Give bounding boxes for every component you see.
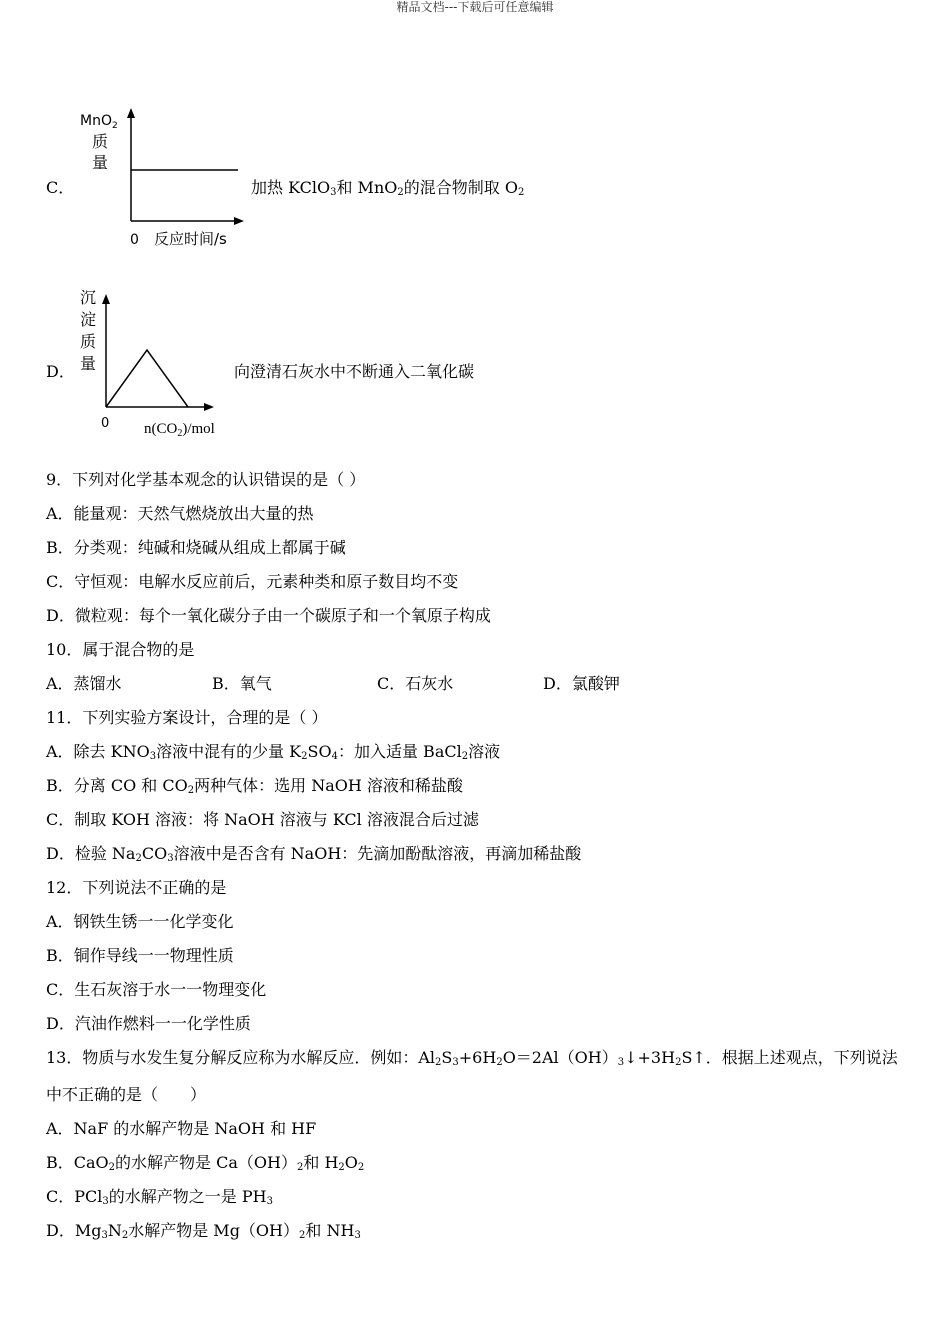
q13-option-b: B．CaO$_2$的水解产物是 $Ca(OH)_2$和 $H_2O_2$ — [46, 1153, 365, 1173]
y-axis-arrow — [127, 108, 135, 118]
q10-option-b: B．氧气 — [212, 674, 272, 693]
q8-option-c-label: C． — [46, 178, 75, 197]
q9-option-a: A．能量观：天然气燃烧放出大量的热 — [46, 504, 314, 523]
mno2-mass-graph — [70, 100, 260, 255]
precipitate-curve — [106, 350, 188, 407]
y-label-3: 质 — [80, 332, 97, 351]
q13-option-a: A．NaF 的水解产物是 NaOH 和 HF — [46, 1119, 317, 1138]
y-label-2: 淀 — [80, 310, 97, 329]
q8-option-d-label: D． — [46, 362, 75, 381]
y-label-1: 沉 — [80, 288, 97, 307]
q13-stem-line2: 中不正确的是（ ） — [46, 1085, 207, 1104]
y-label-mno2: MnO$_2$ — [80, 113, 118, 131]
q8-option-c-desc: 加热 KClO$_3$和 MnO$_2$的混合物制取 $O_2$ — [251, 178, 525, 198]
precipitate-mass-graph — [70, 285, 250, 440]
q11-stem: 11．下列实验方案设计，合理的是（ ） — [46, 708, 328, 727]
q12-option-a: A．钢铁生锈一一化学变化 — [46, 912, 234, 931]
q11-option-c: C．制取 KOH 溶液：将 NaOH 溶液与 KCl 溶液混合后过滤 — [46, 810, 479, 829]
origin-label: 0 — [130, 232, 139, 248]
q13-option-c: C．PCl$_3$的水解产物之一是 $PH_3$ — [46, 1187, 273, 1207]
y-axis-arrow — [102, 294, 110, 304]
y-label-liang: 量 — [92, 153, 109, 172]
y-label-4: 量 — [80, 354, 97, 373]
q10-option-a: A．蒸馏水 — [46, 674, 122, 693]
q11-option-a: A．除去 $KNO_3$溶液中混有的少量 $K_2SO_4$：加入适量 BaCl$_2$溶液 — [46, 742, 501, 762]
q13-stem-line1: 13．物质与水发生复分解反应称为水解反应．例如：$Al_2S_3+6H_2O=2Al(OH)_3↓+3H_2S↑$．根据上述观点，下列说法 — [46, 1048, 898, 1068]
q9-option-b: B．分类观：纯碱和烧碱从组成上都属于碱 — [46, 538, 346, 557]
q10-option-d: D．氯酸钾 — [543, 674, 620, 693]
q9-stem: 9．下列对化学基本观念的认识错误的是（ ） — [46, 470, 366, 489]
x-axis-arrow — [204, 403, 214, 411]
q12-option-d: D．汽油作燃料一一化学性质 — [46, 1014, 251, 1033]
q10-option-c: C．石灰水 — [377, 674, 454, 693]
x-axis-label: $n(CO_2)$/mol — [144, 421, 215, 439]
q8-option-d-desc: 向澄清石灰水中不断通入二氧化碳 — [234, 362, 475, 381]
q12-option-c: C．生石灰溶于水一一物理变化 — [46, 980, 267, 999]
q9-option-d: D．微粒观：每个一氧化碳分子由一个碳原子和一个氧原子构成 — [46, 606, 491, 625]
q11-option-d: D．检验 $Na_2CO_3$溶液中是否含有 NaOH：先滴加酚酞溶液，再滴加稀盐酸 — [46, 844, 582, 864]
q13-option-d: D．$Mg_3N_2$水解产物是 $Mg(OH)_2$和 $NH_3$ — [46, 1221, 361, 1241]
q11-option-b: B．分离 CO 和 $CO_2$两种气体：选用 NaOH 溶液和稀盐酸 — [46, 776, 463, 796]
q12-stem: 12．下列说法不正确的是 — [46, 878, 227, 897]
q10-stem: 10．属于混合物的是 — [46, 640, 195, 659]
y-label-zhi: 质 — [92, 132, 109, 151]
x-axis-label: 反应时间/s — [154, 230, 227, 248]
x-axis-arrow — [234, 217, 244, 225]
origin-label: 0 — [101, 416, 110, 431]
q9-option-c: C．守恒观：电解水反应前后，元素种类和原子数目均不变 — [46, 572, 459, 591]
page-header: 精品文档---下载后可任意编辑 — [396, 0, 554, 14]
q12-option-b: B．铜作导线一一物理性质 — [46, 946, 234, 965]
